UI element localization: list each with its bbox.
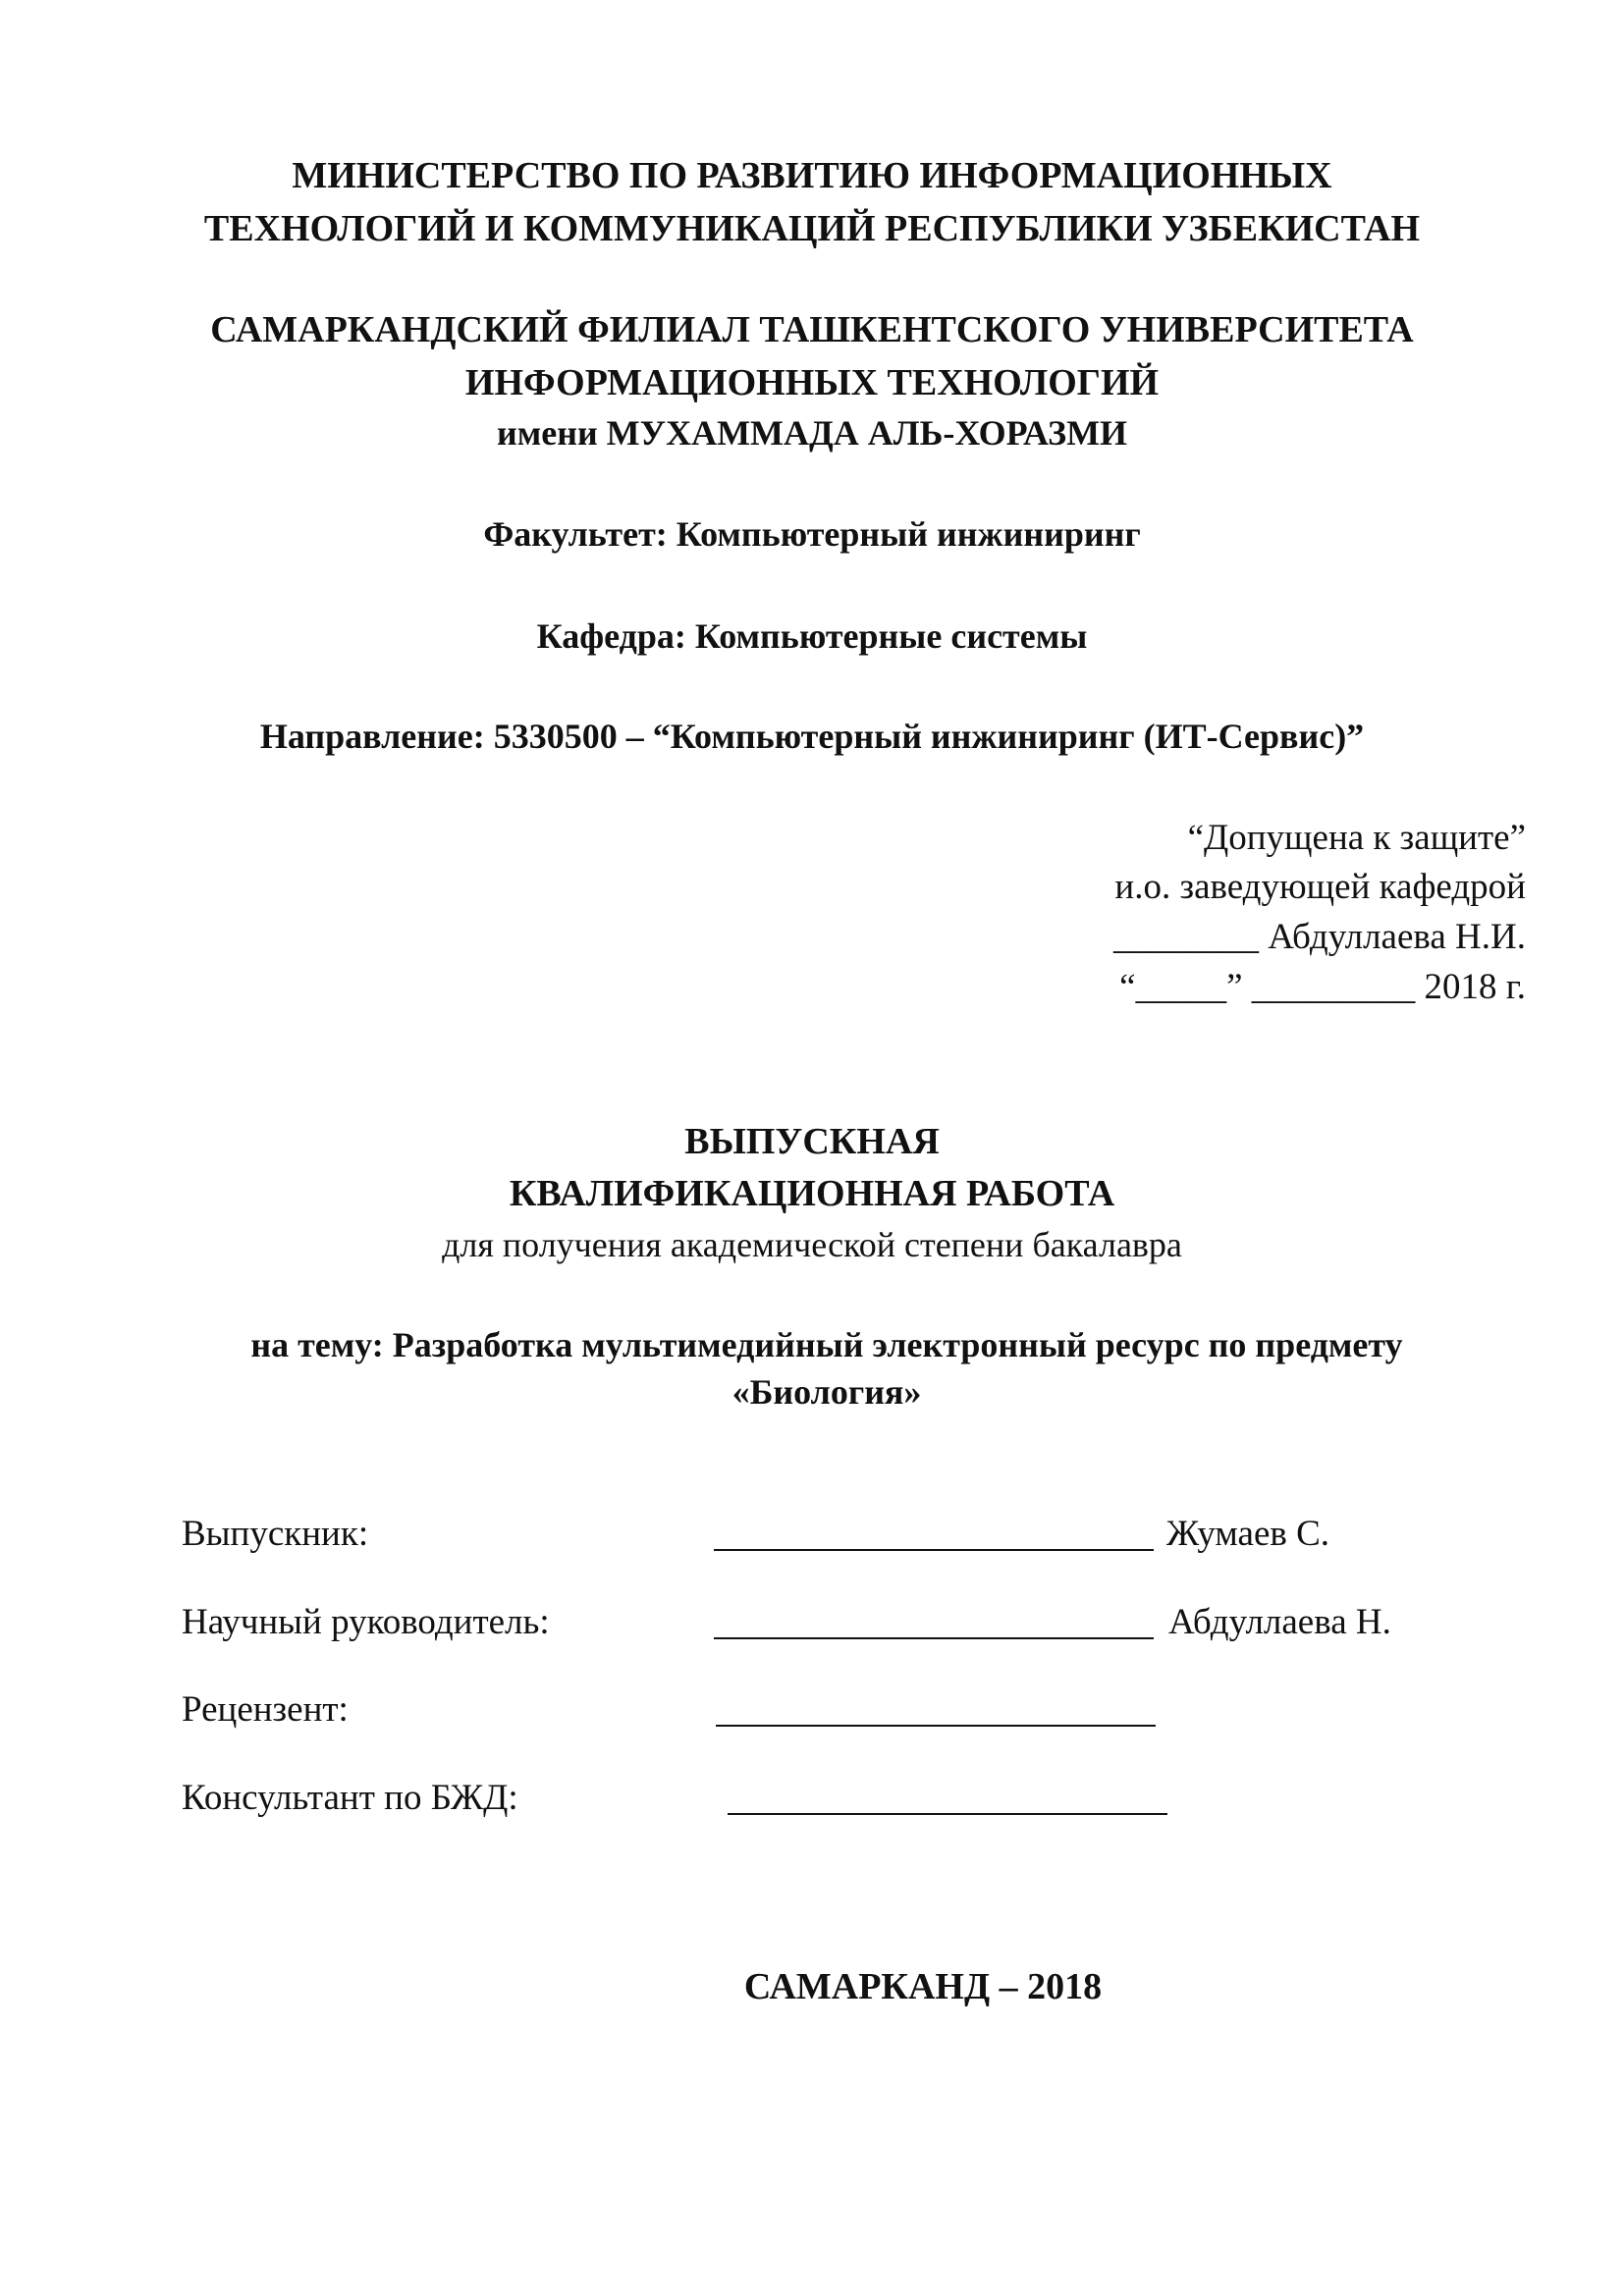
ministry-line-2: ТЕХНОЛОГИЙ И КОММУНИКАЦИЙ РЕСПУБЛИКИ УЗБЕКИСТАН xyxy=(203,208,1421,249)
signature-label: Выпускник: xyxy=(182,1514,369,1554)
work-type-line-2: КВАЛИФИКАЦИОННАЯ РАБОТА xyxy=(509,1173,1115,1214)
approval-line-2: и.о. заведующей кафедрой xyxy=(1114,867,1526,907)
faculty-line: Факультет: Компьютерный инжиниринг xyxy=(483,514,1141,554)
signature-line xyxy=(716,1725,1156,1727)
approval-line-4: “_____” _________ 2018 г. xyxy=(1119,967,1526,1007)
approval-line-3: ________ Абдуллаева Н.И. xyxy=(1112,917,1526,957)
university-line-3: имени МУХАММАДА АЛЬ-ХОРАЗМИ xyxy=(496,413,1128,453)
department-line: Кафедра: Компьютерные системы xyxy=(536,616,1088,656)
signature-name: Жумаев С. xyxy=(1166,1514,1330,1554)
university-line-1: САМАРКАНДСКИЙ ФИЛИАЛ ТАШКЕНТСКОГО УНИВЕРСИТЕТА xyxy=(210,309,1414,350)
direction-line: Направление: 5330500 – “Компьютерный инжиниринг (ИТ-Сервис)” xyxy=(259,717,1365,756)
signature-label: Рецензент: xyxy=(182,1689,349,1730)
signature-label: Научный руководитель: xyxy=(182,1602,550,1642)
topic-line-1: на тему: Разработка мультимедийный электронный ресурс по предмету xyxy=(250,1325,1403,1364)
signature-line xyxy=(714,1549,1154,1551)
signature-line xyxy=(714,1637,1154,1639)
approval-line-1: “Допущена к защите” xyxy=(1187,818,1526,858)
work-type-line-1: ВЫПУСКНАЯ xyxy=(684,1121,940,1162)
degree-subtitle: для получения академической степени бакалавра xyxy=(442,1225,1182,1264)
signature-name: Абдуллаева Н. xyxy=(1168,1602,1391,1642)
signature-label: Консультант по БЖД: xyxy=(182,1778,518,1818)
topic-line-2: «Биология» xyxy=(731,1372,922,1412)
university-line-2: ИНФОРМАЦИОННЫХ ТЕХНОЛОГИЙ xyxy=(464,362,1160,403)
ministry-line-1: МИНИСТЕРСТВО ПО РАЗВИТИЮ ИНФОРМАЦИОННЫХ xyxy=(292,155,1332,196)
city-year: САМАРКАНД – 2018 xyxy=(743,1966,1103,2007)
signature-line xyxy=(728,1813,1167,1815)
